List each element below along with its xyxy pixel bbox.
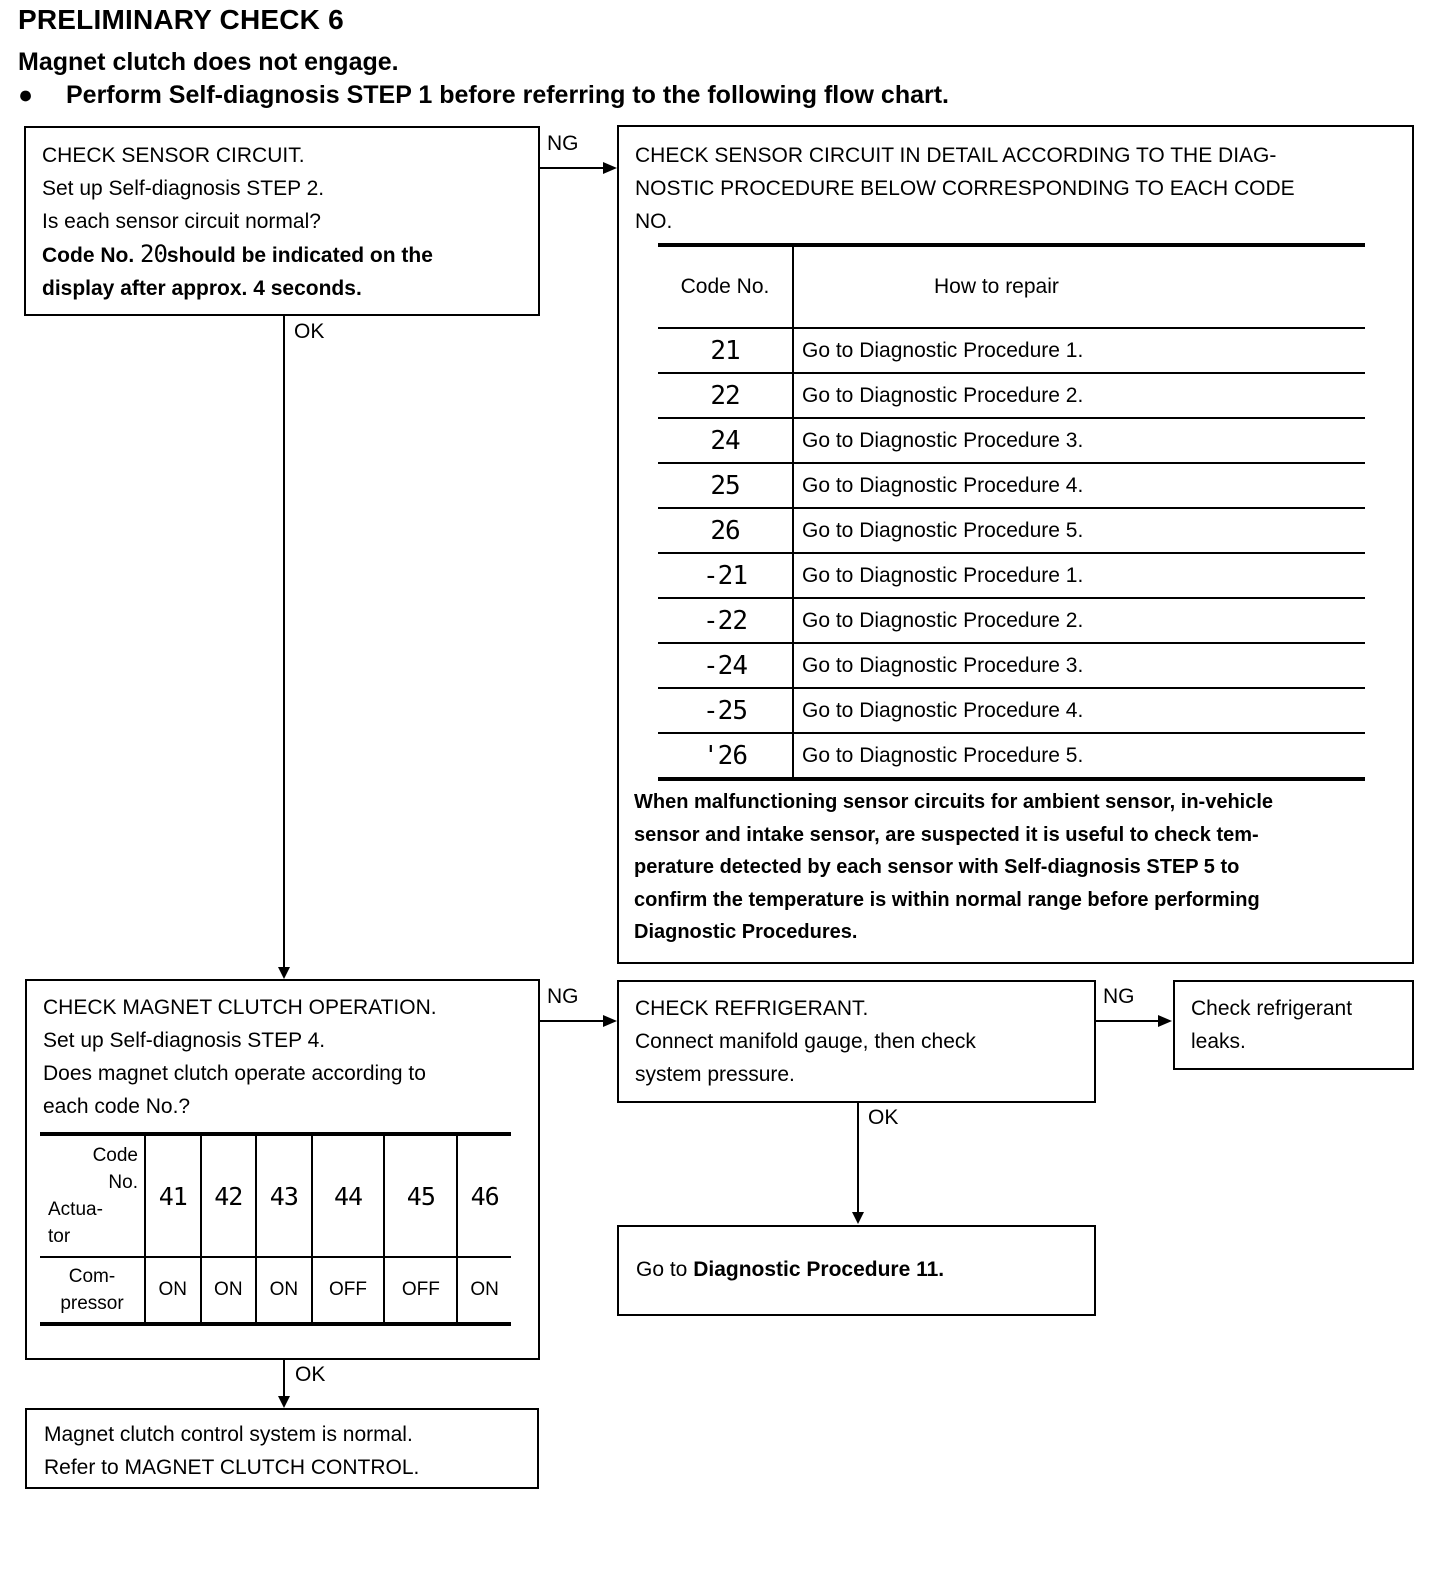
code-cell: 21 — [710, 335, 740, 366]
refrigerant-instruction: Connect manifold gauge, then check — [635, 1030, 976, 1053]
value-cell: OFF — [384, 1257, 457, 1324]
leaks-line-1: Check refrigerant — [1191, 997, 1353, 1020]
code-cell: 25 — [710, 470, 740, 501]
procedure-11-text — [636, 1253, 1094, 1286]
arrow-down-icon — [852, 1212, 864, 1224]
ok-label-2: OK — [295, 1363, 326, 1386]
code-20-display: 20 — [140, 240, 167, 268]
repair-cell: Go to Diagnostic Procedure 4. — [793, 463, 1365, 508]
check-sensor-heading: CHECK SENSOR CIRCUIT. — [42, 144, 305, 167]
check-sensor-step: Set up Self-diagnosis STEP 2. — [42, 177, 325, 200]
arrow-right-icon — [1158, 1015, 1172, 1027]
header-code-no: Code No. — [658, 245, 793, 328]
table-row — [658, 688, 1365, 733]
procedure-11-link: Diagnostic Procedure 11. — [693, 1258, 945, 1281]
clutch-question: Does magnet clutch operate according to — [43, 1062, 426, 1085]
repair-cell: Go to Diagnostic Procedure 1. — [793, 553, 1365, 598]
code-cell: 42 — [214, 1181, 243, 1211]
table-row — [658, 733, 1365, 779]
refrigerant-heading: CHECK REFRIGERANT. — [635, 997, 869, 1020]
repair-cell: Go to Diagnostic Procedure 2. — [793, 373, 1365, 418]
detail-line-1: CHECK SENSOR CIRCUIT IN DETAIL ACCORDING TO THE DIAG- — [635, 144, 1277, 167]
code-actuator-header: Code No. Actua- tor — [40, 1134, 145, 1257]
ok-connector-2 — [283, 1360, 285, 1400]
code-cell: 43 — [269, 1181, 298, 1211]
code-cell: 45 — [406, 1181, 435, 1211]
repair-cell: Go to Diagnostic Procedure 3. — [793, 418, 1365, 463]
code-cell: 41 — [158, 1181, 187, 1211]
check-sensor-question: Is each sensor circuit normal? — [42, 210, 321, 233]
normal-line-2: Refer to MAGNET CLUTCH CONTROL. — [44, 1456, 420, 1479]
value-cell: ON — [201, 1257, 257, 1324]
code-repair-table — [658, 243, 1365, 781]
table-row — [658, 643, 1365, 688]
note-line: Diagnostic Procedures. — [634, 921, 858, 943]
check-leaks-box — [1173, 980, 1414, 1070]
header-how-to-repair: How to repair — [793, 245, 1365, 328]
table-row — [658, 553, 1365, 598]
sensor-temperature-note — [634, 786, 1273, 949]
check-sensor-circuit-box — [24, 126, 540, 316]
arrow-down-icon — [278, 967, 290, 979]
compressor-label: Com- pressor — [40, 1257, 145, 1324]
code-cell: 44 — [333, 1181, 363, 1211]
clutch-heading: CHECK MAGNET CLUTCH OPERATION. — [43, 996, 437, 1019]
value-cell: ON — [256, 1257, 312, 1324]
actuator-code-table — [40, 1132, 511, 1326]
ng-label-1: NG — [547, 132, 579, 155]
note-line: When malfunctioning sensor circuits for ambient sensor, in-vehicle — [634, 791, 1274, 813]
refrigerant-instruction-cont: system pressure. — [635, 1063, 795, 1086]
ok-label-1: OK — [294, 320, 325, 343]
ok-connector-1 — [283, 316, 285, 972]
code-suffix: should be indicated on the — [166, 244, 433, 267]
ng-label-2: NG — [547, 985, 579, 1008]
symptom-subtitle: Magnet clutch does not engage. — [18, 48, 399, 76]
table-row — [658, 508, 1365, 553]
ok-label-3: OK — [868, 1106, 899, 1129]
repair-cell: Go to Diagnostic Procedure 4. — [793, 688, 1365, 733]
repair-cell: Go to Diagnostic Procedure 2. — [793, 598, 1365, 643]
repair-cell: Go to Diagnostic Procedure 3. — [793, 643, 1365, 688]
code-cell: -22 — [703, 605, 747, 636]
ng-label-3: NG — [1103, 985, 1135, 1008]
ng-connector-2 — [540, 1020, 606, 1022]
note-line: confirm the temperature is within normal range before performing — [634, 888, 1260, 911]
code-cell: 46 — [470, 1181, 499, 1211]
code-cell: 24 — [710, 425, 740, 456]
ok-connector-3 — [857, 1103, 859, 1215]
table-row — [658, 598, 1365, 643]
system-normal-box — [25, 1408, 539, 1489]
repair-cell: Go to Diagnostic Procedure 1. — [793, 328, 1365, 373]
value-cell: ON — [457, 1257, 511, 1324]
note-line: perature detected by each sensor with Self-diagnosis STEP 5 to — [634, 856, 1240, 878]
code-cell: 26 — [710, 515, 740, 546]
code-cell: 22 — [710, 380, 740, 411]
procedure-11-prefix: Go to — [636, 1258, 694, 1281]
value-cell: ON — [145, 1257, 201, 1324]
repair-cell: Go to Diagnostic Procedure 5. — [793, 508, 1365, 553]
code-cell: '26 — [703, 740, 747, 771]
bullet-icon: ● — [18, 81, 34, 109]
arrow-down-icon — [278, 1396, 290, 1408]
code-cell: -21 — [703, 560, 747, 591]
normal-line-1: Magnet clutch control system is normal. — [44, 1423, 413, 1446]
leaks-line-2: leaks. — [1191, 1030, 1246, 1053]
code-cell: -25 — [703, 695, 747, 726]
instruction-text: Perform Self-diagnosis STEP 1 before referring to the following flow chart. — [66, 81, 949, 109]
code-cell: -24 — [703, 650, 747, 681]
arrow-right-icon — [603, 1015, 617, 1027]
ng-connector-1 — [540, 167, 606, 169]
table-row — [658, 463, 1365, 508]
table-row — [658, 418, 1365, 463]
clutch-step: Set up Self-diagnosis STEP 4. — [43, 1029, 326, 1052]
check-sensor-display-line: display after approx. 4 seconds. — [42, 277, 362, 300]
code-prefix: Code No. — [42, 244, 140, 267]
detail-line-2: NOSTIC PROCEDURE BELOW CORRESPONDING TO EACH CODE — [635, 177, 1295, 200]
check-sensor-code-line — [42, 238, 538, 272]
page-title: PRELIMINARY CHECK 6 — [18, 4, 344, 35]
arrow-right-icon — [603, 162, 617, 174]
clutch-question-cont: each code No.? — [43, 1095, 191, 1118]
table-row — [658, 373, 1365, 418]
ng-connector-3 — [1096, 1020, 1160, 1022]
note-line: sensor and intake sensor, are suspected it is useful to check tem- — [634, 823, 1259, 846]
table-row — [658, 328, 1365, 373]
instruction-note — [18, 81, 949, 110]
diagnostic-procedure-11-box — [617, 1225, 1096, 1316]
value-cell: OFF — [312, 1257, 385, 1324]
detail-line-3: NO. — [635, 210, 673, 233]
repair-cell: Go to Diagnostic Procedure 5. — [793, 733, 1365, 779]
check-refrigerant-box — [617, 980, 1096, 1103]
